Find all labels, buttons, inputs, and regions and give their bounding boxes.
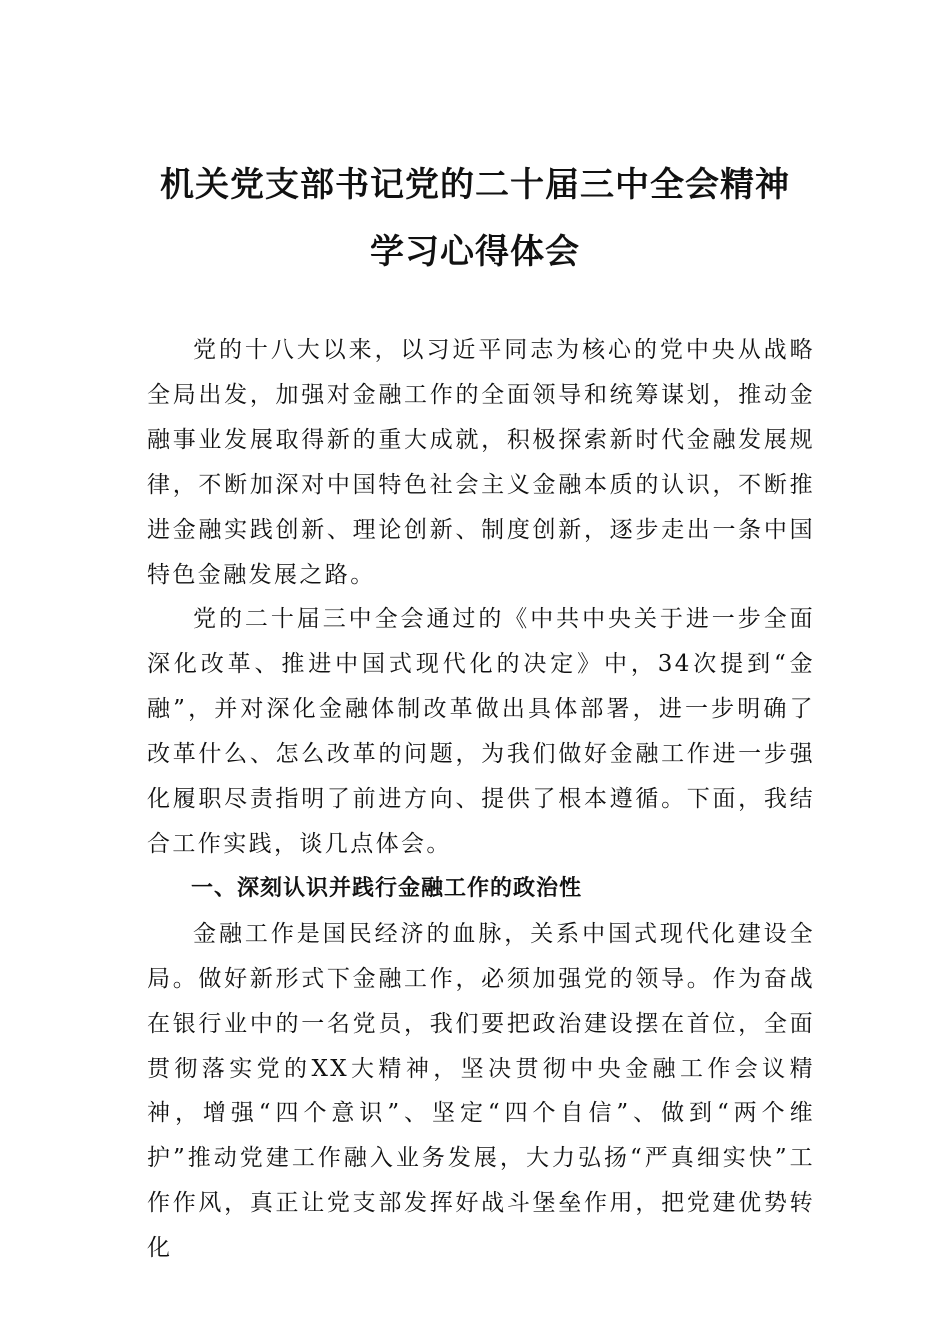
document-body [147,328,815,1271]
section-heading-1: 一、深刻认识并践行金融工作的政治性 [191,875,583,901]
document-title-line-2: 学习心得体会 [370,232,580,272]
section-1-paragraph: 金融工作是国民经济的血脉，关系中国式现代化建设全局。做好新形式下金融工作，必须加强党的领导。作为奋战在银行业中的一名党员，我们要把政治建设摆在首位，全面贯彻落实党的XX大精神，坚决贯彻中央金融工作会议精神，增强“四个意识”、坚定“四个自信”、做到“两个维护”推动党建工作融入业务发展，大力弘扬“严真细实快”工作作风，真正让党支部发挥好战斗堡垒作用，把党建优势转化 [147,920,815,1262]
body-paragraph-1: 党的十八大以来，以习近平同志为核心的党中央从战略全局出发，加强对金融工作的全面领导和统筹谋划，推动金融事业发展取得新的重大成就，积极探索新时代金融发展规律，不断加深对中国特色社会主义金融本质的认识，不断推进金融实践创新、理论创新、制度创新，逐步走出一条中国特色金融发展之路。 [147,337,815,588]
body-paragraph-2: 党的二十届三中全会通过的《中共中央关于进一步全面深化改革、推进中国式现代化的决定》中，34次提到“金融”，并对深化金融体制改革做出具体部署，进一步明确了改革什么、怎么改革的问题，为我们做好金融工作进一步强化履职尽责指明了前进方向、提供了根本遵循。下面，我结合工作实践，谈几点体会。 [147,606,815,857]
document-title-line-1: 机关党支部书记党的二十届三中全会精神 [160,165,790,205]
